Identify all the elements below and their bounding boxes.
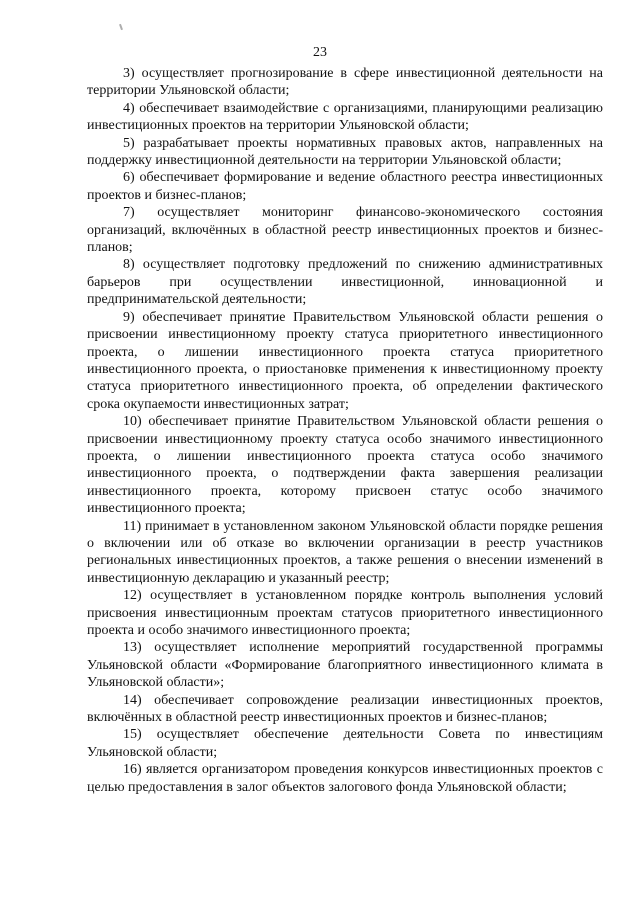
list-item: 4) обеспечивает взаимодействие с организациями, планирующими реализацию инвестиционных проектов на территории Ульяновской области; (87, 100, 603, 134)
list-item: 10) обеспечивает принятие Правительством Ульяновской области решения о присвоении инвестиционному проекту статуса особо значимого инвестиционного проекта, о лишении инвестиционного проекта статуса особо значимого инвестиционного проекта, о подтверждении факта завершения реализации инвестиционного проекта, которому присвоен статус особо значимого инвестиционного проекта; (87, 414, 603, 517)
list-item: 15) осуществляет обеспечение деятельности Совета по инвестициям Ульяновской области; (87, 727, 603, 760)
list-item: 8) осуществляет подготовку предложений по снижению административных барьеров при осуществлении инвестиционной, инновационной и предпринимательской деятельности; (87, 257, 603, 308)
list-item: 5) разрабатывает проекты нормативных правовых актов, направленных на поддержку инвестиционной деятельности на территории Ульяновской области; (87, 135, 603, 169)
scan-speck (119, 24, 123, 30)
list-item: 11) принимает в установленном законом Ульяновской области порядке решения о включении или об отказе во включении организации в реестр участников региональных инвестиционных проектов, а также решения о внесении изменений в инвестиционную декларацию и указанный реестр; (87, 518, 603, 586)
list-item: 12) осуществляет в установленном порядке контроль выполнения условий присвоения инвестиционным проектам статусов приоритетного инвестиционного проекта и особо значимого инвестиционного проекта; (87, 588, 603, 638)
list-item: 3) осуществляет прогнозирование в сфере инвестиционной деятельности на территории Ульяновской области; (87, 66, 603, 99)
page-number: 23 (313, 45, 327, 60)
list-item: 13) осуществляет исполнение мероприятий государственной программы Ульяновской области «Формирование благоприятного инвестиционного климата в Ульяновской области»; (87, 640, 603, 691)
list-item: 9) обеспечивает принятие Правительством Ульяновской области решения о присвоении инвестиционному проекту статуса приоритетного инвестиционного проекта, о лишении инвестиционного проекта статуса приоритетного инвестиционного проекта, о приостановке применения к инвестиционному проекту статуса приоритетного инвестиционного проекта, об определении фактического срока окупаемости инвестиционных затрат; (87, 309, 603, 412)
list-item: 6) обеспечивает формирование и ведение областного реестра инвестиционных проектов и бизнес-планов; (87, 170, 603, 203)
list-item: 16) является организатором проведения конкурсов инвестиционных проектов с целью предоставления в залог объектов залогового фонда Ульяновской области; (87, 762, 603, 795)
document-body (87, 65, 603, 796)
list-item: 14) обеспечивает сопровождение реализации инвестиционных проектов, включённых в областной реестр инвестиционных проектов и бизнес-планов; (87, 692, 603, 726)
list-item: 7) осуществляет мониторинг финансово-экономического состояния организаций, включённых в областной реестр инвестиционных проектов и бизнес-планов; (87, 205, 603, 256)
